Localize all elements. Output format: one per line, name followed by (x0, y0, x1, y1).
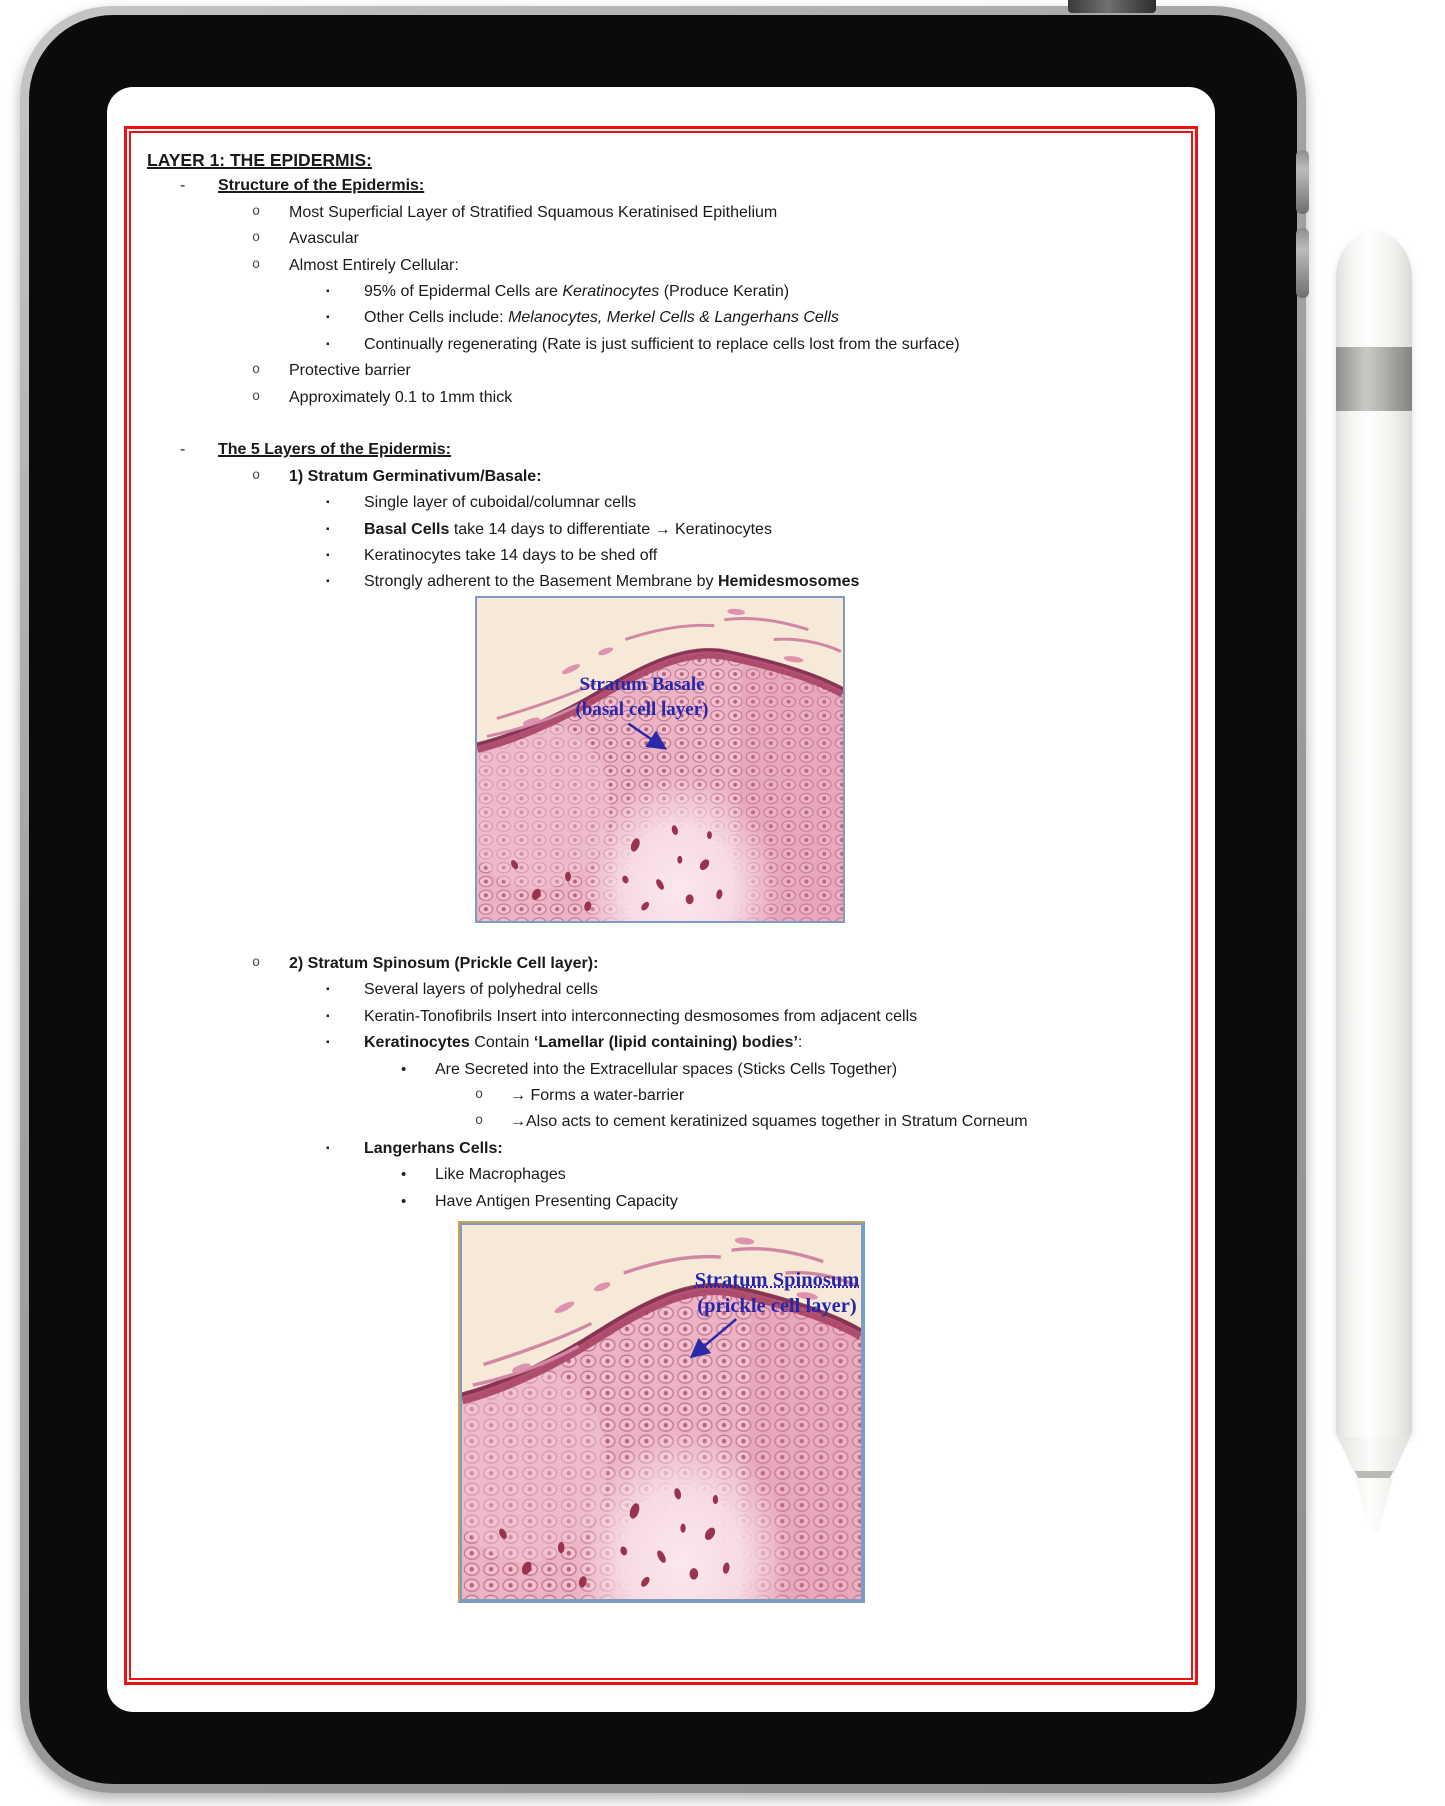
figure-caption (682, 1267, 872, 1319)
pencil-body (1336, 232, 1412, 1437)
doc-text: Other Cells include: Melanocytes, Merkel Cells & Langerhans Cells (364, 309, 839, 327)
pencil-taper (1336, 1437, 1412, 1473)
doc-line (326, 1004, 1183, 1030)
bullet-marker: • (401, 1166, 407, 1184)
doc-text: 2) Stratum Spinosum (Prickle Cell layer): (289, 954, 599, 972)
pencil-silver-band (1336, 347, 1412, 411)
bullet-marker: ▪ (326, 1010, 330, 1022)
doc-line (401, 1189, 1183, 1215)
bullet-marker: o (252, 204, 261, 220)
bullet-marker: ▪ (326, 984, 330, 996)
doc-line (326, 569, 1183, 595)
doc-text: The 5 Layers of the Epidermis: (218, 441, 451, 459)
doc-line (326, 543, 1183, 569)
figure-caption-line1: Stratum Spinosum (694, 1268, 860, 1291)
bullet-marker: o (252, 231, 261, 247)
stylus-pencil (1336, 232, 1412, 1532)
doc-text: Continually regenerating (Rate is just sufficient to replace cells lost from the surface) (364, 335, 960, 353)
figure-caption-line2: (prickle cell layer) (697, 1294, 857, 1317)
bullet-marker: ▪ (326, 497, 330, 509)
doc-line (147, 147, 1183, 173)
doc-text: LAYER 1: THE EPIDERMIS: (147, 150, 372, 170)
doc-text: Langerhans Cells: (364, 1139, 503, 1157)
bullet-marker: o (252, 468, 261, 484)
doc-text: Several layers of polyhedral cells (364, 981, 598, 999)
bullet-marker: ▪ (326, 1037, 330, 1049)
doc-text: Like Macrophages (435, 1166, 566, 1184)
doc-line (252, 358, 1183, 384)
doc-line (326, 1136, 1183, 1162)
doc-text: Basal Cells take 14 days to differentiate → Keratinocytes (364, 520, 772, 538)
doc-line (401, 1057, 1183, 1083)
pencil-tip (1336, 1478, 1412, 1533)
doc-line (326, 517, 1183, 543)
bullet-marker: ▪ (326, 523, 330, 535)
doc-line (180, 173, 1183, 199)
doc-line (401, 1162, 1183, 1188)
bullet-marker: ▪ (326, 576, 330, 588)
bullet-marker: o (252, 389, 261, 405)
doc-line (252, 385, 1183, 411)
doc-text: Avascular (289, 230, 359, 248)
figure-caption (557, 672, 727, 722)
bullet-marker: o (252, 257, 261, 273)
figure-caption-line2: (basal cell layer) (575, 698, 709, 720)
pencil-tip-ring (1353, 1471, 1395, 1478)
histology-image (477, 598, 843, 921)
doc-text: Keratinocytes take 14 days to be shed off (364, 547, 658, 565)
doc-text: Structure of the Epidermis: (218, 177, 425, 195)
doc-text: Approximately 0.1 to 1mm thick (289, 388, 513, 406)
histology-figure-stratum-spinosum (458, 1221, 865, 1603)
bullet-marker: ▪ (326, 1142, 330, 1154)
doc-text: Almost Entirely Cellular: (289, 256, 459, 274)
doc-line (252, 226, 1183, 252)
bullet-marker: - (180, 441, 186, 459)
bullet-marker: ▪ (326, 286, 330, 298)
bullet-marker: ▪ (326, 550, 330, 562)
doc-line (475, 1109, 1183, 1135)
bullet-marker: - (180, 177, 186, 195)
bullet-marker: o (252, 955, 261, 971)
tablet-volume-up-button (1296, 150, 1309, 214)
bullet-marker: o (475, 1114, 484, 1130)
bullet-marker: • (401, 1060, 407, 1078)
doc-text: → Forms a water-barrier (510, 1086, 685, 1104)
doc-line (252, 200, 1183, 226)
bullet-marker: • (401, 1192, 407, 1210)
histology-figure-stratum-basale (475, 596, 845, 923)
doc-text: 1) Stratum Germinativum/Basale: (289, 467, 542, 485)
doc-text: Are Secreted into the Extracellular spaces (Sticks Cells Together) (435, 1060, 898, 1078)
doc-line (326, 490, 1183, 516)
doc-text: 95% of Epidermal Cells are Keratinocytes (Produce Keratin) (364, 283, 790, 301)
doc-text: →Also acts to cement keratinized squames together in Stratum Corneum (510, 1113, 1028, 1131)
doc-line (326, 1030, 1183, 1056)
doc-line (326, 977, 1183, 1003)
doc-text: Strongly adherent to the Basement Membrane by Hemidesmosomes (364, 573, 860, 591)
document-body (131, 133, 1191, 1603)
doc-text: Single layer of cuboidal/columnar cells (364, 494, 637, 512)
doc-line (326, 332, 1183, 358)
doc-line (326, 305, 1183, 331)
doc-text: Protective barrier (289, 362, 411, 380)
doc-line (326, 279, 1183, 305)
bullet-marker: o (252, 363, 261, 379)
red-border-frame (124, 126, 1198, 1685)
bullet-marker: ▪ (326, 338, 330, 350)
doc-line (252, 253, 1183, 279)
red-border-inner-frame (129, 131, 1193, 1680)
doc-line (252, 464, 1183, 490)
doc-text: Keratin-Tonofibrils Insert into interconnecting desmosomes from adjacent cells (364, 1007, 918, 1025)
doc-line (475, 1083, 1183, 1109)
doc-text: Keratinocytes Contain ‘Lamellar (lipid containing) bodies’: (364, 1034, 803, 1052)
blank-line (147, 411, 1183, 437)
bullet-marker: o (475, 1087, 484, 1103)
bullet-marker: ▪ (326, 312, 330, 324)
doc-line (252, 951, 1183, 977)
doc-text: Most Superficial Layer of Stratified Squamous Keratinised Epithelium (289, 203, 778, 221)
figure-caption-line1: Stratum Basale (579, 673, 705, 695)
doc-line (180, 437, 1183, 463)
doc-text: Have Antigen Presenting Capacity (435, 1192, 678, 1210)
tablet-volume-down-button (1296, 228, 1309, 298)
tablet-power-button (1068, 0, 1156, 13)
